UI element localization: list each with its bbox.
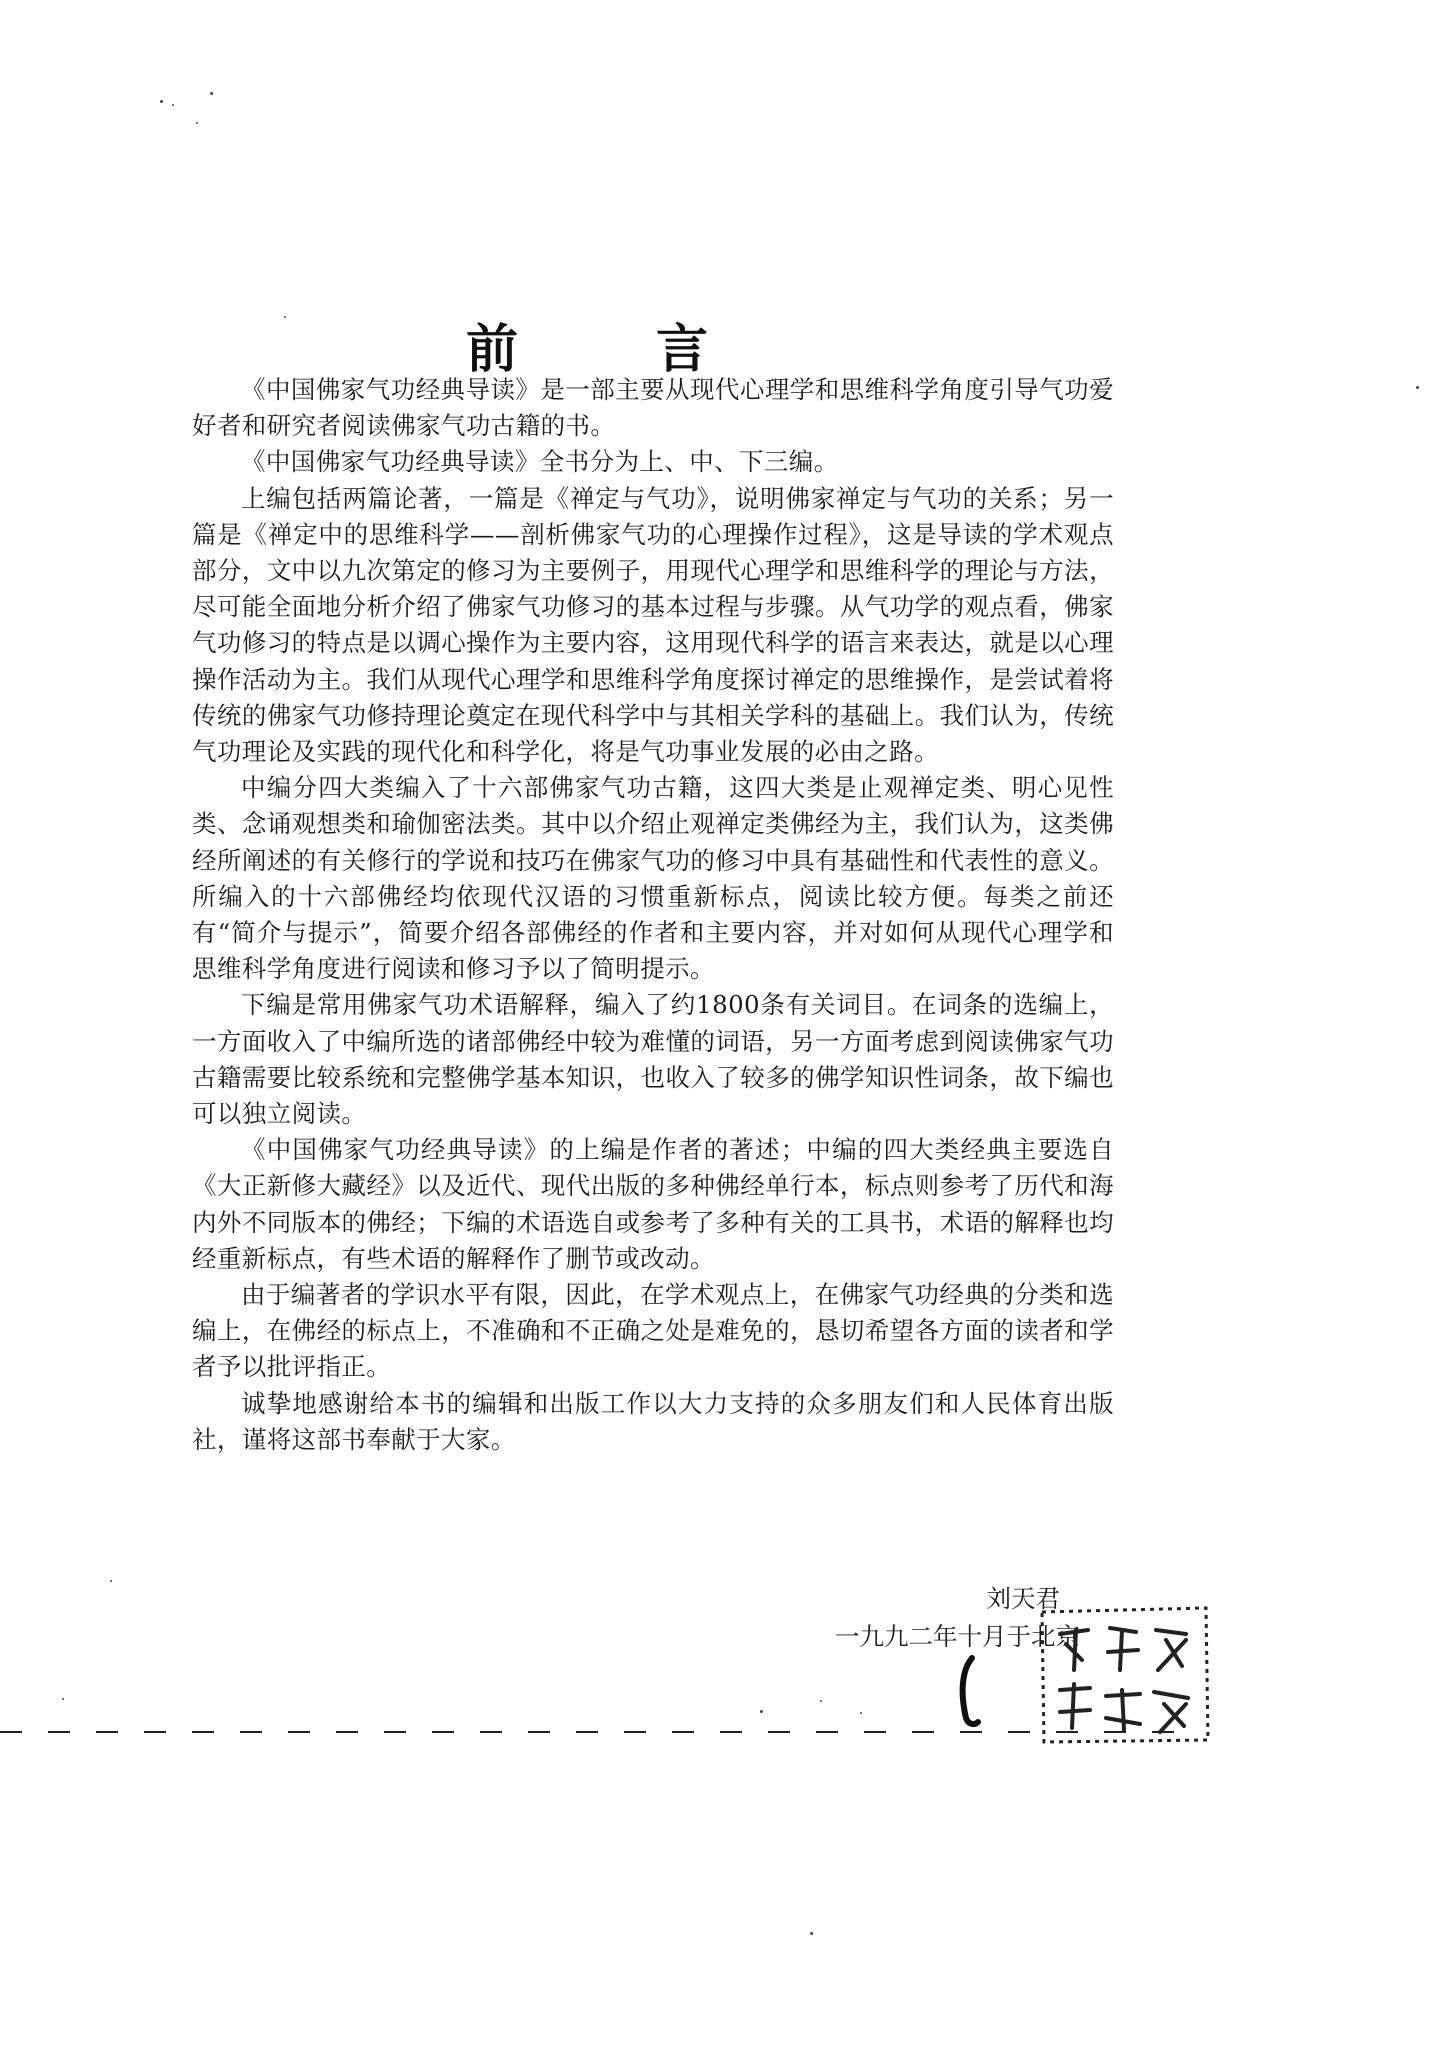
paragraph: 下编是常用佛家气功术语解释，编入了约1800条有关词目。在词条的选编上，一方面收入了中编所选的诸部佛经中较为难懂的词语，另一方面考虑到阅读佛家气功古籍需要比较系统和完整佛学基本知识，也收入了较多的佛学知识性词条，故下编也可以独立阅读。 (192, 990, 1114, 1129)
paragraph: 《中国佛家气功经典导读》的上编是作者的著述；中编的四大类经典主要选自《大正新修大藏经》以及近代、现代出版的多种佛经单行本，标点则参考了历代和海内外不同版本的佛经；下编的术语选自或参考了多种有关的工具书，术语的解释也均经重新标点，有些术语的解释作了删节或改动。 (192, 1135, 1114, 1273)
page-title: 前 言 (465, 319, 769, 380)
scan-speck (62, 1698, 64, 1700)
scan-speck (1416, 386, 1419, 389)
author-name: 刘天君 (986, 1584, 1060, 1613)
scan-speck (760, 1710, 763, 1713)
scan-speck (210, 92, 213, 95)
paragraph: 上编包括两篇论著，一篇是《禅定与气功》，说明佛家禅定与气功的关系；另一篇是《禅定中的思维科学——剖析佛家气功的心理操作过程》，这是导读的学术观点部分，文中以九次第定的修习为主要例子，用现代心理学和思维科学的理论与方法，尽可能全面地分析介绍了佛家气功修习的基本过程与步骤。从气功学的观点看，佛家气功修习的特点是以调心操作为主要内容，这用现代科学的语言来表达，就是以心理操作活动为主。我们从现代心理学和思维科学角度探讨禅定的思维操作，是尝试着将传统的佛家气功修持理论奠定在现代科学中与其相关学科的基础上。我们认为，传统气功理论及实践的现代化和科学化，将是气功事业发展的必由之路。 (192, 483, 1114, 767)
paragraph: 诚挚地感谢给本书的编辑和出版工作以大力支持的众多朋友们和人民体育出版社，谨将这部书奉献于大家。 (192, 1388, 1114, 1454)
scan-speck (196, 122, 198, 124)
paragraph: 由于编著者的学识水平有限，因此，在学术观点上，在佛家气功经典的分类和选编上，在佛经的标点上，不准确和不正确之处是难免的，恳切希望各方面的读者和学者予以批评指正。 (192, 1280, 1114, 1382)
bottom-dashed-rule (0, 1722, 1300, 1742)
scan-speck (860, 1712, 862, 1714)
paragraph: 《中国佛家气功经典导读》是一部主要从现代心理学和思维科学角度引导气功爱好者和研究者阅读佛家气功古籍的书。 (192, 375, 1114, 441)
ink-mark (952, 1652, 992, 1732)
date-place: 一九九二年十月于北京 (835, 1622, 1080, 1651)
scan-speck (160, 100, 163, 103)
scan-speck (810, 1932, 813, 1935)
scan-speck (110, 1580, 112, 1582)
paragraph: 中编分四大类编入了十六部佛家气功古籍，这四大类是止观禅定类、明心见性类、念诵观想类和瑜伽密法类。其中以介绍止观禅定类佛经为主，我们认为，这类佛经所阐述的有关修行的学说和技巧在佛家气功的修习中具有基础性和代表性的意义。所编入的十六部佛经均依现代汉语的习惯重新标点，阅读比较方便。每类之前还有“简介与提示”，简要介绍各部佛经的作者和主要内容，并对如何从现代心理学和思维科学角度进行阅读和修习予以了简明提示。 (192, 773, 1114, 984)
paragraph: 《中国佛家气功经典导读》全书分为上、中、下三编。 (241, 447, 839, 477)
preface-body (192, 372, 1114, 1458)
scan-speck (172, 104, 174, 106)
scan-speck (820, 1700, 822, 1702)
